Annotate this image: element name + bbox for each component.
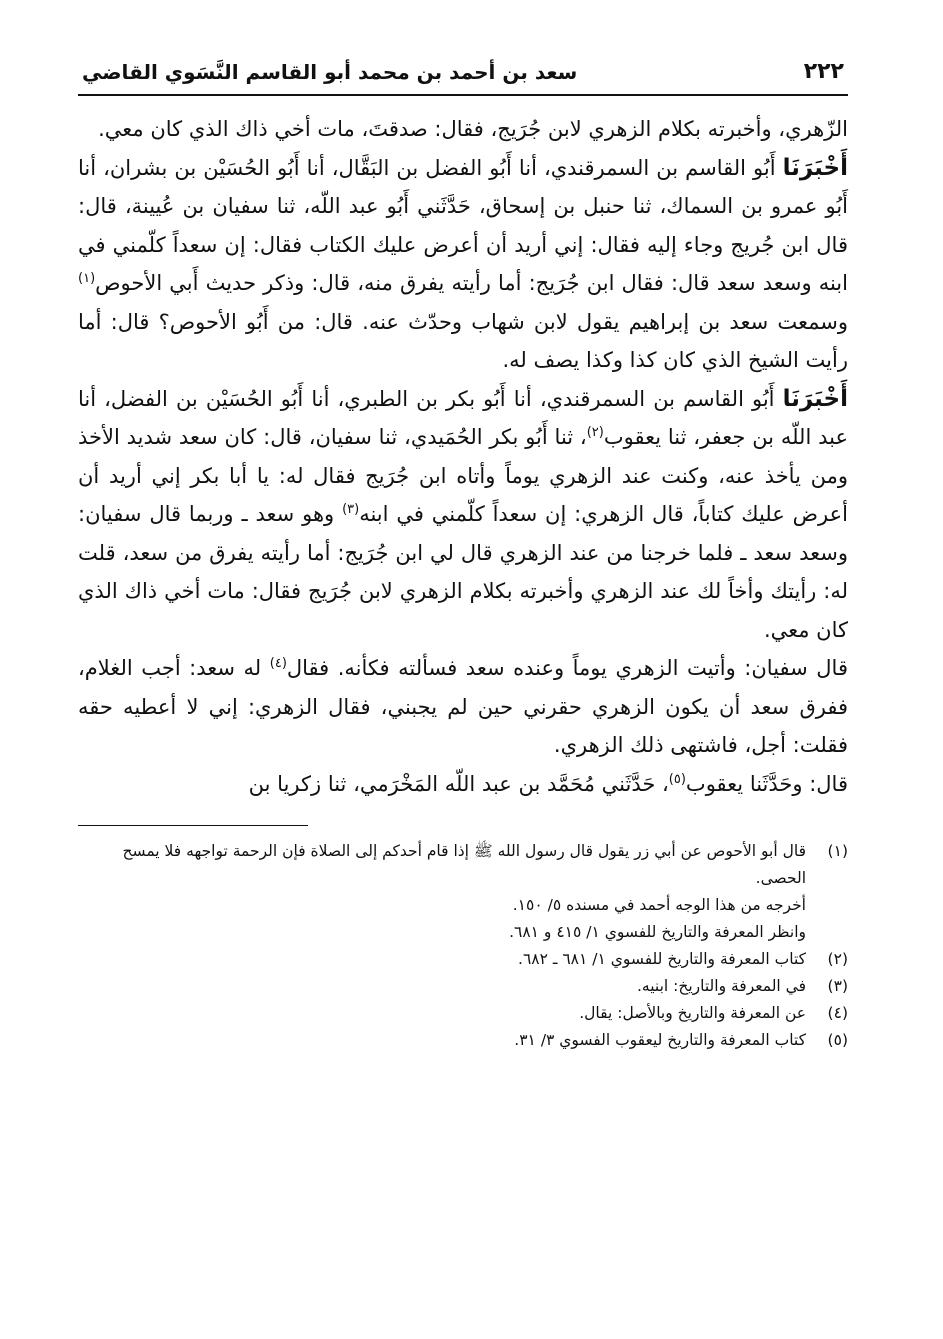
paragraph-2-text-a: أَبُو القاسم بن السمرقندي، أنا أَبُو الفضل بن البَقَّال، أنا أَبُو الحُسَيْن بن بشران، أنا أَبُو عمرو بن السماك، ثنا حنبل بن إسحاق، حَدَّثَني أَبُو عبد اللّه، ثنا سفيان بن عُيينة، قال: قال ابن جُريج وجاء إليه فقال: إني أريد أن أعرض عليك الكتاب فقال: إن سعداً كلّمني في ابنه وسعد سعد قال: فقال ابن جُرَيج: أما رأيته يفرق منه، قال: وذكر حديث أَبي الأحوص (78, 155, 848, 295)
paragraph-1 (78, 110, 848, 149)
footnote-line: كتاب المعرفة والتاريخ للفسوي ١/ ٦٨١ ـ ٦٨٢. (518, 950, 806, 968)
paragraph-2-text-b: وسمعت سعد بن إبراهيم يقول لابن شهاب وحدّث عنه. قال: من أَبُو الأحوص؟ قال: أما رأيت الشيخ الذي كان كذا وكذا يصف له. (78, 309, 848, 372)
footnote-body (78, 946, 806, 973)
footnote-ref-3[interactable]: (٣) (342, 502, 360, 517)
page-number: ٢٢٢ (803, 59, 844, 84)
running-header (78, 58, 848, 96)
footnote-1 (78, 838, 848, 946)
paragraph-3-text-c: وهو سعد ـ وربما قال سفيان: وسعد سعد ـ فلما خرجنا من عند الزهري قال لي ابن جُرَيج: أما رأيته يفرق من سعد، قلت له: رأيتك وأخاً لك عند الزهري وأخبرته بكلام الزهري لابن جُرَيج فقال: مات أخي ذاك الذي كان معي. (78, 502, 848, 642)
footnote-number: (٢) (827, 950, 848, 968)
footnote-ref-2[interactable]: (٢) (586, 425, 604, 440)
paragraph-3 (78, 380, 848, 650)
footnote-body (78, 1000, 806, 1027)
footnote-4 (78, 1000, 848, 1027)
footnote-number: (١) (827, 842, 848, 860)
running-title: سعد بن أحمد بن محمد أبو القاسم النَّسَوي القاضي (82, 60, 578, 84)
footnote-ref-4[interactable]: (٤) (269, 656, 287, 671)
footnote-5 (78, 1027, 848, 1054)
paragraph-1-text: الزّهري، وأخبرته بكلام الزهري لابن جُرَيج، فقال: صدقتَ، مات أخي ذاك الذي كان معي. (98, 117, 848, 141)
paragraph-3-text-a: أَبُو القاسم بن السمرقندي، أنا أَبُو بكر بن الطبري، أنا أَبُو الحُسَيْن بن الفضل، أنا عبد اللّه بن جعفر، ثنا يعقوب (78, 386, 848, 449)
paragraph-4 (78, 649, 848, 765)
paragraph-5 (78, 765, 848, 804)
paragraph-3-text-b: ، ثنا أَبُو بكر الحُمَيدي، ثنا سفيان، قال: كان سعد شديد الأخذ ومن يأخذ عنه، وكنت عند الزهري يوماً وأتاه ابن جُرَيج فقال له: يا أبا بكر إني أريد أن أعرض عليك كتاباً، قال الزهري: إن سعداً كلّمني في ابنه (78, 425, 848, 526)
footnote-divider (78, 825, 308, 826)
footnote-2 (78, 946, 848, 973)
paragraph-5-text-b: ، حَدَّثَني مُحَمَّد بن عبد اللّه المَخْرَمي، ثنا زكريا بن (248, 771, 669, 796)
book-page (78, 58, 848, 1054)
footnote-line: في المعرفة والتاريخ: ابنيه. (636, 977, 806, 995)
paragraph-5-text-a: قال: وحَدَّثَنا يعقوب (685, 771, 848, 796)
paragraph-4-text-a: قال سفيان: وأتيت الزهري يوماً وعنده سعد فسألته فكأنه. فقال (286, 656, 848, 680)
footnote-line: وانظر المعرفة والتاريخ للفسوي ١/ ٤١٥ و ٦٨١. (509, 923, 806, 941)
footnote-ref-5[interactable]: (٥) (668, 771, 686, 787)
footnote-body (78, 1027, 806, 1054)
footnote-number: (٥) (827, 1031, 848, 1049)
footnote-ref-1[interactable]: (١) (78, 271, 96, 286)
footnote-line: عن المعرفة والتاريخ وبالأصل: يقال. (579, 1004, 806, 1022)
footnote-line: أخرجه من هذا الوجه أحمد في مسنده ٥/ ١٥٠. (512, 896, 806, 914)
footnote-line: كتاب المعرفة والتاريخ ليعقوب الفسوي ٣/ ٣١. (514, 1031, 806, 1049)
footnote-3 (78, 973, 848, 1000)
paragraph-2 (78, 149, 848, 380)
footnote-body (78, 973, 806, 1000)
paragraph-3-opener: أَخْبَرَنَا (782, 385, 848, 412)
footnote-number: (٣) (827, 977, 848, 995)
footnote-body (78, 838, 806, 946)
paragraph-4-text-b: له سعد: أجب الغلام، ففرق سعد أن يكون الزهري حقرني حين لم يجبني، فقال الزهري: إني لا أعطيه حقه فقلت: أجل، فاشتهى ذلك الزهري. (78, 656, 848, 757)
footnote-number: (٤) (827, 1004, 848, 1022)
main-text (78, 110, 848, 803)
footnote-line: قال أبو الأحوص عن أبي زر يقول قال رسول الله ﷺ إذا قام أحدكم إلى الصلاة فإن الرحمة تواجهه فلا يمسح الحصى. (122, 842, 806, 887)
footnotes-section (78, 838, 848, 1054)
paragraph-2-opener: أَخْبَرَنَا (782, 154, 848, 181)
